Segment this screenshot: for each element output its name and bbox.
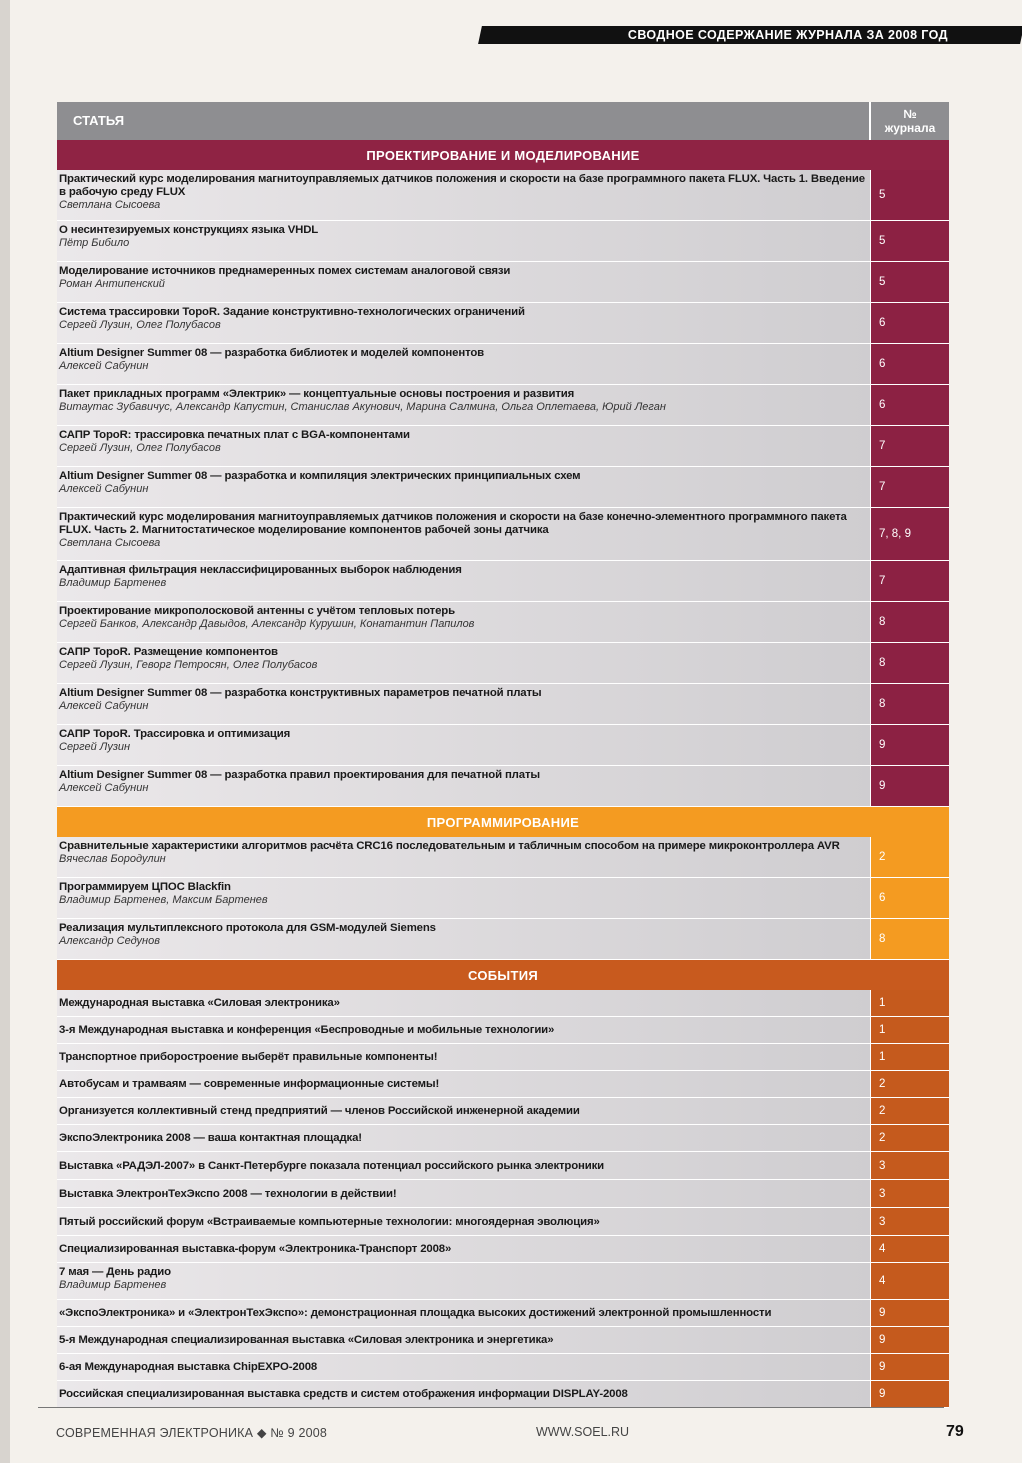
article-cell [57,878,871,918]
article-cell [57,1327,871,1353]
article-title: 6-ая Международная выставка ChipEXPO-2008 [59,1361,318,1373]
table-row [57,303,949,344]
article-title: Система трассировки TopoR. Задание конструктивно-технологических ограничений [59,306,525,318]
table-row [57,262,949,303]
table-header [57,102,949,140]
article-title: 3-я Международная выставка и конференция «Беспроводные и мобильные технологии» [59,1024,555,1036]
table-row [57,1071,949,1098]
issue-number: 9 [871,725,949,765]
table-row [57,1125,949,1152]
issue-number: 8 [871,643,949,683]
section-programming-heading: ПРОГРАММИРОВАНИЕ [57,807,949,837]
table-row [57,1381,949,1408]
article-cell [57,990,871,1016]
issue-number: 2 [871,1125,949,1151]
page-number: 79 [946,1423,964,1440]
article-cell [57,467,871,507]
article-cell [57,643,871,683]
section-programming-rows [57,837,949,960]
issue-number: 7 [871,561,949,601]
article-title: Altium Designer Summer 08 — разработка конструктивных параметров печатной платы [59,687,542,699]
table-row [57,643,949,684]
article-cell [57,170,871,220]
issue-number: 7, 8, 9 [871,508,949,560]
article-cell [57,561,871,601]
issue-number: 3 [871,1152,949,1179]
issue-number: 8 [871,684,949,724]
issue-number: 5 [871,221,949,261]
article-author: Светлана Сысоева [59,537,161,549]
issue-number: 4 [871,1236,949,1262]
table-row [57,990,949,1017]
contents-table [57,102,949,1408]
article-cell [57,1381,871,1407]
running-header [478,26,1022,44]
issue-number: 3 [871,1208,949,1235]
article-author: Алексей Сабунин [59,360,149,372]
issue-number: 7 [871,426,949,466]
table-row [57,919,949,960]
issue-number: 2 [871,1098,949,1124]
article-author: Владимир Бартенев [59,1279,167,1291]
article-title: Практический курс моделирования магнитоуправляемых датчиков положения и скорости на базе программного пакета FLUX. Часть 1. Введение в рабочую среду FLUX [59,173,865,198]
issue-number: 6 [871,878,949,918]
table-row [57,1208,949,1236]
article-cell [57,1236,871,1262]
article-title: «ЭкспоЭлектроника» и «ЭлектронТехЭкспо»: демонстрационная площадка высоких достижений электронной промышленности [59,1307,772,1319]
table-row [57,1354,949,1381]
article-title: Транспортное приборостроение выберёт правильные компоненты! [59,1051,438,1063]
issue-number: 8 [871,919,949,959]
column-issue [871,102,949,140]
table-row [57,1152,949,1180]
article-author: Сергей Лузин, Геворг Петросян, Олег Полубасов [59,659,318,671]
article-cell [57,1125,871,1151]
article-cell [57,385,871,425]
article-title: Проектирование микрополосковой антенны с учётом тепловых потерь [59,605,455,617]
footer-divider [38,1407,944,1408]
article-cell [57,766,871,806]
table-row [57,602,949,643]
article-author: Сергей Лузин, Олег Полубасов [59,442,221,454]
article-cell [57,1017,871,1043]
article-cell [57,1180,871,1207]
article-author: Роман Антипенский [59,278,165,290]
article-title: Пятый российский форум «Встраиваемые компьютерные технологии: многоядерная эволюция» [59,1215,600,1228]
article-title: Автобусам и трамваям — современные информационные системы! [59,1078,440,1090]
article-cell [57,1044,871,1070]
article-title: САПР TopoR. Размещение компонентов [59,646,278,658]
article-author: Вячеслав Бородулин [59,853,166,865]
table-row [57,1044,949,1071]
article-title: Организуется коллективный стенд предприятий — членов Российской инженерной академии [59,1105,580,1117]
article-author: Пётр Бибило [59,237,130,249]
article-author: Алексей Сабунин [59,700,149,712]
article-cell [57,221,871,261]
table-row [57,467,949,508]
article-cell [57,1152,871,1179]
article-cell [57,1354,871,1380]
article-author: Алексей Сабунин [59,782,149,794]
table-row [57,1017,949,1044]
footer-site: WWW.SOEL.RU [536,1425,630,1439]
article-title: Практический курс моделирования магнитоуправляемых датчиков положения и скорости на базе конечно-элементного программного пакета FLUX. Часть 2. Магнитостатическое моделирование компонентов рабочей зоны датчика [59,511,847,536]
article-cell [57,837,871,877]
column-issue-line1: № [903,107,917,121]
issue-number: 1 [871,990,949,1016]
section-events-heading: СОБЫТИЯ [57,960,949,990]
scan-edge [0,0,10,1463]
article-cell [57,262,871,302]
article-author: Алексей Сабунин [59,483,149,495]
issue-number: 9 [871,1327,949,1353]
issue-number: 4 [871,1263,949,1299]
table-row [57,170,949,221]
table-row [57,1300,949,1327]
article-cell [57,1071,871,1097]
table-row [57,344,949,385]
column-article: СТАТЬЯ [57,102,871,140]
article-title: 7 мая — День радио [59,1266,171,1278]
issue-number: 9 [871,1381,949,1407]
article-title: ЭкспоЭлектроника 2008 — ваша контактная площадка! [59,1132,362,1144]
column-issue-line2: журнала [884,121,936,135]
article-title: Выставка ЭлектронТехЭкспо 2008 — технологии в действии! [59,1187,397,1200]
article-cell [57,1208,871,1235]
article-cell [57,426,871,466]
article-title: Адаптивная фильтрация неклассифицированных выборок наблюдения [59,564,462,576]
article-author: Владимир Бартенев [59,577,167,589]
issue-number: 7 [871,467,949,507]
table-row [57,221,949,262]
issue-number: 2 [871,837,949,877]
article-title: Altium Designer Summer 08 — разработка библиотек и моделей компонентов [59,347,485,359]
issue-number: 5 [871,262,949,302]
running-header-text: СВОДНОЕ СОДЕРЖАНИЕ ЖУРНАЛА ЗА 2008 ГОД [627,28,948,42]
article-title: Международная выставка «Силовая электроника» [59,997,340,1009]
article-title: Altium Designer Summer 08 — разработка и компиляция электрических принципиальных схем [59,470,581,482]
article-author: Светлана Сысоева [59,199,161,211]
article-title: Специализированная выставка-форум «Электроника-Транспорт 2008» [59,1243,452,1255]
table-row [57,725,949,766]
article-cell [57,508,871,560]
issue-number: 8 [871,602,949,642]
article-cell [57,725,871,765]
issue-number: 5 [871,170,949,220]
issue-number: 9 [871,1354,949,1380]
table-row [57,561,949,602]
article-cell [57,1263,871,1299]
article-cell [57,344,871,384]
article-cell [57,602,871,642]
article-title: 5-я Международная специализированная выставка «Силовая электроника и энергетика» [59,1334,554,1346]
article-author: Витаутас Зубавичус, Александр Капустин, Станислав Акунович, Марина Салмина, Ольга Оплетаева, Юрий Леган [59,401,666,413]
issue-number: 2 [871,1071,949,1097]
section-events-rows [57,990,949,1408]
footer-magazine: СОВРЕМЕННАЯ ЭЛЕКТРОНИКА ◆ № 9 2008 [56,1426,328,1440]
table-row [57,508,949,561]
table-row [57,1236,949,1263]
table-row [57,385,949,426]
table-row [57,684,949,725]
table-row [57,1263,949,1300]
issue-number: 1 [871,1017,949,1043]
section-design-rows [57,170,949,807]
table-row [57,1098,949,1125]
section-design-heading: ПРОЕКТИРОВАНИЕ И МОДЕЛИРОВАНИЕ [57,140,949,170]
table-row [57,766,949,807]
issue-number: 6 [871,344,949,384]
article-title: Реализация мультиплексного протокола для GSM-модулей Siemens [59,922,436,934]
issue-number: 1 [871,1044,949,1070]
issue-number: 9 [871,766,949,806]
article-title: Сравнительные характеристики алгоритмов расчёта CRC16 последовательным и табличным способом на примере микроконтроллера AVR [59,840,840,852]
article-author: Сергей Лузин [59,741,131,753]
article-title: Программируем ЦПОС Blackfin [59,881,231,893]
article-title: О несинтезируемых конструкциях языка VHDL [59,224,319,236]
issue-number: 9 [871,1300,949,1326]
article-author: Сергей Лузин, Олег Полубасов [59,319,221,331]
table-row [57,837,949,878]
article-author: Сергей Банков, Александр Давыдов, Александр Курушин, Конатантин Папилов [59,618,475,630]
article-title: Пакет прикладных программ «Электрик» — концептуальные основы построения и развития [59,388,575,400]
article-title: Российская специализированная выставка средств и систем отображения информации DISPLAY-2008 [59,1388,628,1400]
article-title: САПР TopoR. Трассировка и оптимизация [59,728,291,740]
article-cell [57,303,871,343]
table-row [57,426,949,467]
article-title: САПР TopoR: трассировка печатных плат с BGA-компонентами [59,429,410,441]
article-author: Владимир Бартенев, Максим Бартенев [59,894,268,906]
table-row [57,1327,949,1354]
article-cell [57,1300,871,1326]
issue-number: 3 [871,1180,949,1207]
article-title: Выставка «РАДЭЛ-2007» в Санкт-Петербурге показала потенциал российского рынка электроники [59,1159,605,1172]
article-cell [57,684,871,724]
table-row [57,878,949,919]
table-row [57,1180,949,1208]
article-cell [57,1098,871,1124]
issue-number: 6 [871,385,949,425]
article-cell [57,919,871,959]
article-author: Александр Седунов [59,935,160,947]
article-title: Моделирование источников преднамеренных помех системам аналоговой связи [59,265,511,277]
issue-number: 6 [871,303,949,343]
article-title: Altium Designer Summer 08 — разработка правил проектирования для печатной платы [59,769,540,781]
